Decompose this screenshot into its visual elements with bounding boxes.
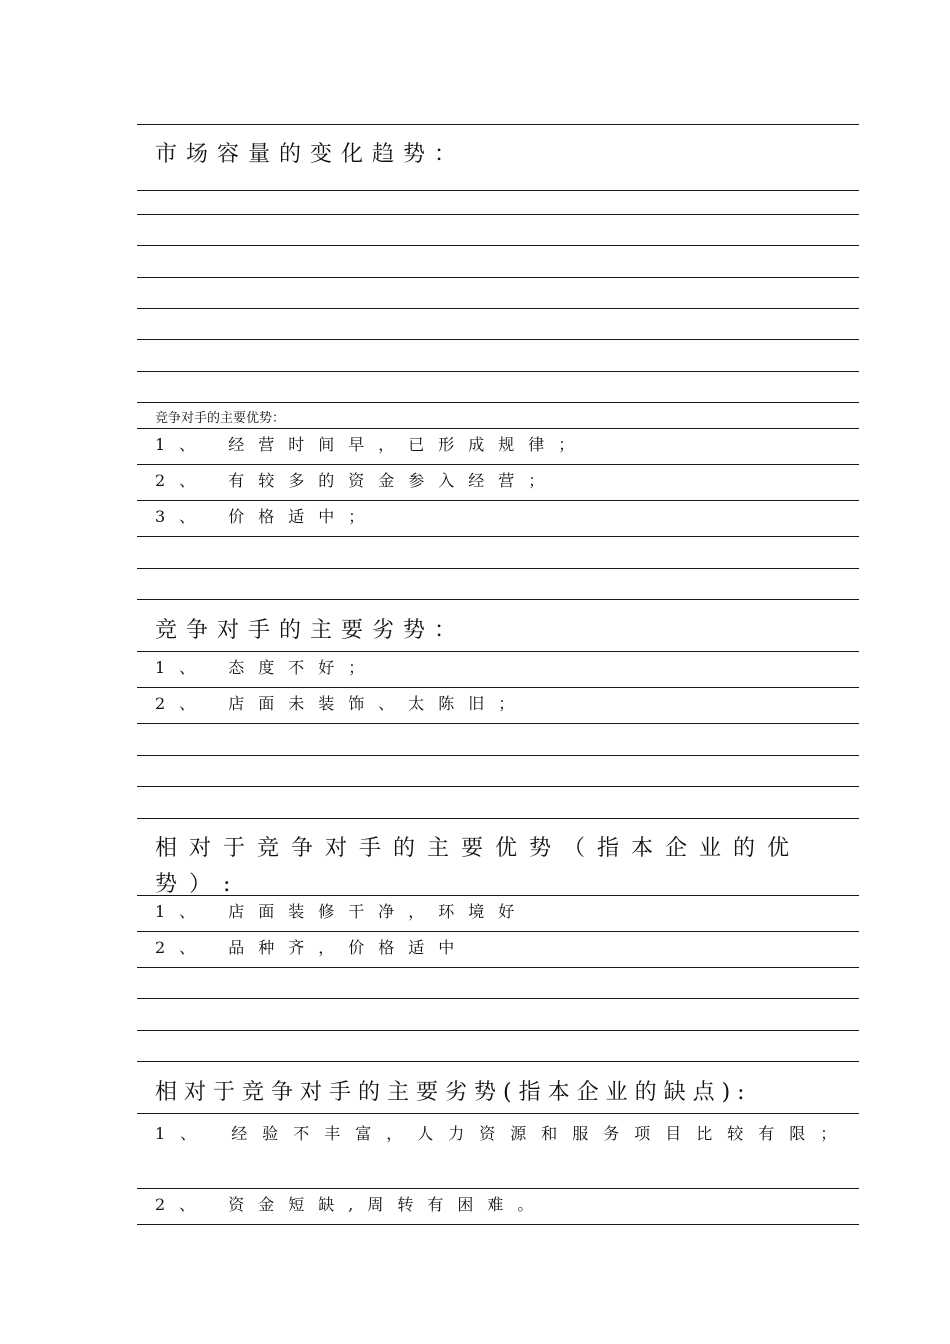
competitor-advantage-item: 2、 有较多的资金参入经营；	[155, 471, 559, 490]
rule-line	[137, 190, 859, 191]
rule-line	[137, 500, 859, 501]
rule-line	[137, 1030, 859, 1031]
rule-line	[137, 1113, 859, 1114]
relative-disadvantage-item: 2、 资金短缺,周转有困难。	[155, 1195, 548, 1214]
rule-line	[137, 755, 859, 756]
relative-disadvantages-title: 相对于竞争对手的主要劣势(指本企业的缺点):	[155, 1080, 752, 1105]
rule-line	[137, 818, 859, 819]
rule-line	[137, 245, 859, 246]
competitor-advantages-title: 竞争对手的主要优势：	[155, 411, 286, 426]
relative-advantage-item: 1、 店面装修干净，环境好	[155, 902, 529, 921]
competitor-advantage-item: 3、 价格适中；	[155, 507, 379, 526]
competitor-disadvantage-item: 1、 态度不好；	[155, 658, 379, 677]
rule-line	[137, 308, 859, 309]
competitor-advantage-item: 1、 经营时间早，已形成规律；	[155, 435, 589, 454]
rule-line	[137, 651, 859, 652]
rule-line	[137, 339, 859, 340]
rule-line	[137, 277, 859, 278]
rule-line	[137, 1224, 859, 1225]
rule-line	[137, 723, 859, 724]
rule-line	[137, 931, 859, 932]
rule-line	[137, 786, 859, 787]
competitor-disadvantage-item: 2、 店面未装饰、太陈旧；	[155, 694, 529, 713]
rule-line	[137, 599, 859, 600]
rule-line	[137, 1188, 859, 1189]
relative-advantages-title: 相对于竞争对手的主要优势（指本企业的优势）:	[155, 836, 802, 897]
rule-line	[137, 428, 859, 429]
relative-advantage-item: 2、 品种齐，价格适中	[155, 938, 469, 957]
rule-line	[137, 967, 859, 968]
rule-line	[137, 371, 859, 372]
rule-line	[137, 402, 859, 403]
market-trend-title: 市场容量的变化趋势：	[155, 142, 466, 167]
competitor-disadvantages-title: 竞争对手的主要劣势：	[155, 618, 466, 643]
rule-line	[137, 214, 859, 215]
relative-disadvantage-item: 1、 经验不丰富，人力资源和服务项目比较有限；	[155, 1124, 852, 1143]
rule-line	[137, 536, 859, 537]
rule-line	[137, 998, 859, 999]
rule-line	[137, 687, 859, 688]
rule-line	[137, 464, 859, 465]
rule-line	[137, 568, 859, 569]
rule-line	[137, 1061, 859, 1062]
rule-line	[137, 124, 859, 125]
